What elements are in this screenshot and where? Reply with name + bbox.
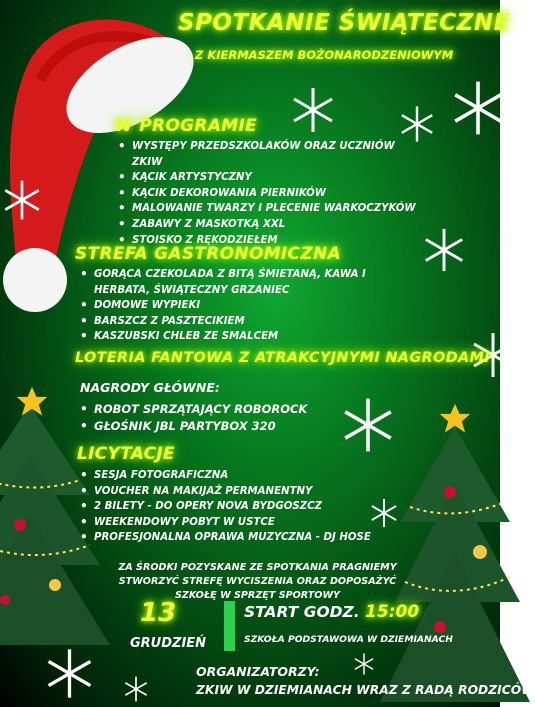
date-month: GRUDZIEŃ <box>130 636 207 651</box>
page-title: SPOTKANIE ŚWIĄTECZNE <box>178 10 510 36</box>
gastro-heading: STREFA GASTRONOMICZNA <box>75 244 341 264</box>
list-item: • KĄCIK ARTYSTYCZNY <box>118 170 418 186</box>
gastro-list <box>80 267 400 345</box>
star-icon <box>15 385 49 419</box>
list-item: • SESJA FOTOGRAFICZNA <box>80 468 380 484</box>
snowflake-icon <box>288 85 338 135</box>
list-item: • 2 BILETY - DO OPERY NOVA BYDGOSZCZ <box>80 499 380 515</box>
list-item: • DOMOWE WYPIEKI <box>80 298 400 314</box>
lottery-heading: LOTERIA FANTOWA Z ATRAKCYJNYMI NAGRODAMI <box>75 350 490 366</box>
page-subtitle: Z KIERMASZEM BOŻONARODZENIOWYM <box>195 48 454 62</box>
organizers-label: ORGANIZATORZY: <box>196 664 320 679</box>
divider-bar <box>224 601 235 651</box>
christmas-tree-icon <box>0 385 90 645</box>
star-icon <box>438 402 472 436</box>
list-item: • KASZUBSKI CHLEB ZE SMALCEM <box>80 329 400 345</box>
list-item: • PROFESJONALNA OPRAWA MUZYCZNA - DJ HOSE <box>80 530 380 546</box>
start-place: SZKOŁA PODSTAWOWA W DZIEMIANACH <box>244 634 453 645</box>
list-item: • VOUCHER NA MAKIJAŻ PERMANENTNY <box>80 484 380 500</box>
goal-text: ZA ŚRODKI POZYSKANE ZE SPOTKANIA PRAGNIEMY STWORZYĆ STREFĘ WYCISZENIA ORAZ DOPOSAŻYĆ SZKOŁĘ W SPRZĘT SPORTOWY <box>118 562 397 601</box>
list-item: • WEEKENDOWY POBYT W USTCE <box>80 515 380 531</box>
christmas-tree-icon <box>410 412 510 702</box>
start-label: START GODZ. <box>244 603 360 621</box>
auction-heading: LICYTACJE <box>77 444 175 464</box>
auction-list <box>80 468 380 546</box>
list-item: • KĄCIK DEKOROWANIA PIERNIKÓW <box>118 186 418 202</box>
snowflake-icon <box>42 646 97 701</box>
snowflake-icon <box>448 78 508 138</box>
lottery-list <box>80 401 380 435</box>
program-list <box>118 139 418 248</box>
list-item: • ZABAWY Z MASKOTKĄ XXL <box>118 217 418 233</box>
start-time: 15:00 <box>365 602 420 622</box>
date-day: 13 <box>140 598 177 628</box>
snowflake-icon <box>397 104 437 144</box>
list-item: • WYSTĘPY PRZEDSZKOLAKÓW ORAZ UCZNIÓW ZKIW <box>118 139 418 170</box>
lottery-subheading: NAGRODY GŁÓWNE: <box>80 380 220 395</box>
list-item: • MALOWANIE TWARZY I PLECENIE WARKOCZYKÓW <box>118 201 418 217</box>
list-item: • GŁOŚNIK JBL PARTYBOX 320 <box>80 418 380 435</box>
snowflake-icon <box>420 226 468 274</box>
snowflake-icon <box>122 675 150 703</box>
snowflake-icon <box>352 652 376 676</box>
list-item: • BARSZCZ Z PASZTECIKIEM <box>80 314 400 330</box>
start-line <box>244 602 419 622</box>
list-item: • GORĄCA CZEKOLADA Z BITĄ ŚMIETANĄ, KAWA I HERBATA, ŚWIĄTECZNY GRZANIEC <box>80 267 400 298</box>
snowflake-icon <box>0 178 44 222</box>
list-item: • STOISKO Z RĘKODZIEŁEM <box>118 233 418 249</box>
organizers-names: ZKIW W DZIEMIANACH WRAZ Z RADĄ RODZICÓW <box>196 683 535 697</box>
list-item: • ROBOT SPRZĄTAJĄCY ROBOROCK <box>80 401 380 418</box>
program-heading: W PROGRAMIE <box>114 116 258 136</box>
